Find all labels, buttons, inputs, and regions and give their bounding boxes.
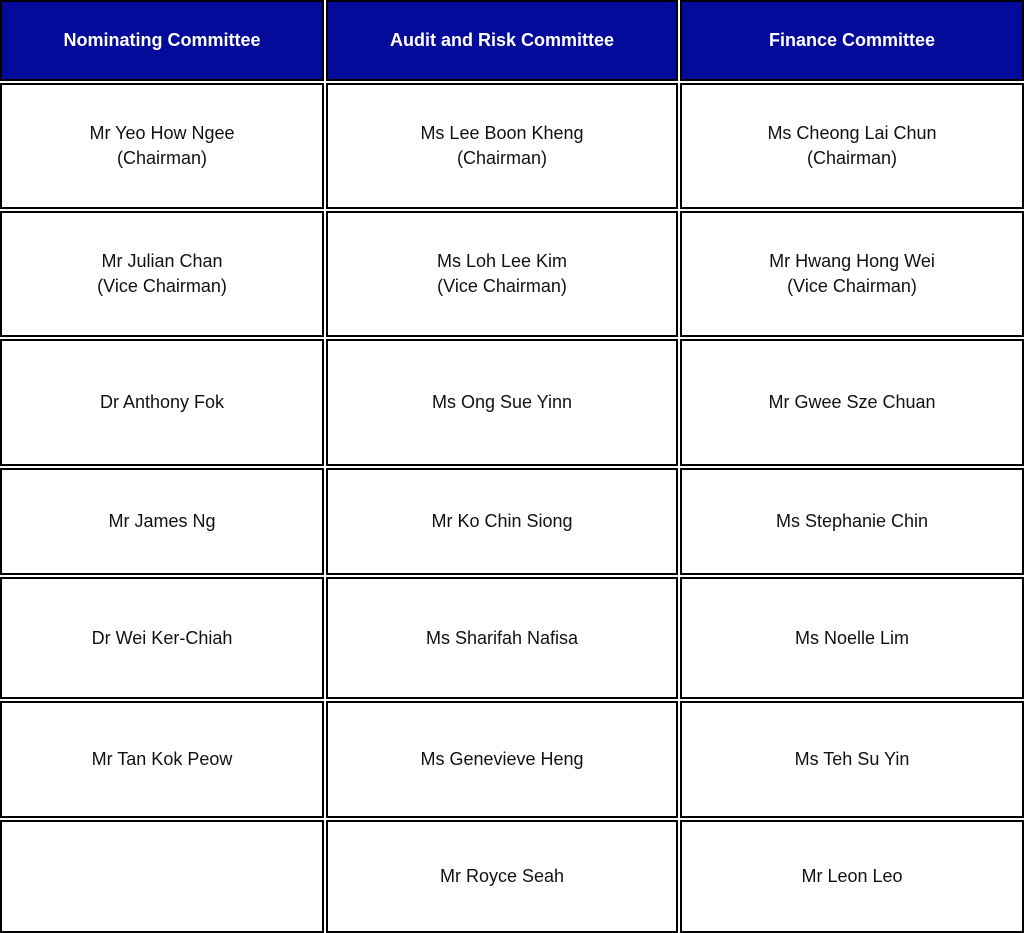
table-cell [0,83,324,209]
table-cell-empty [0,820,324,933]
table-cell [326,701,678,818]
member-name: Mr Hwang Hong Wei [769,251,935,271]
table-cell [0,468,324,575]
member-name: Dr Wei Ker-Chiah [91,627,233,648]
table-cell [326,820,678,933]
table-cell [0,701,324,818]
member-name: Ms Sharifah Nafisa [425,627,579,648]
member-name: Mr Yeo How Ngee [89,123,235,143]
table-cell [0,339,324,466]
member-role: (Vice Chairman) [787,276,917,296]
member-role: (Chairman) [116,148,208,168]
member-name: Ms Teh Su Yin [794,749,910,769]
table-cell [326,577,678,699]
table-cell [680,468,1024,575]
member-name: Ms Stephanie Chin [775,511,929,531]
member-role: (Chairman) [456,148,548,168]
member-role: (Vice Chairman) [97,276,227,296]
table-cell [0,211,324,337]
table-cell [680,577,1024,699]
table-cell [680,820,1024,933]
member-name: Ms Noelle Lim [794,627,910,648]
table-cell [680,83,1024,209]
member-name: Ms Ong Sue Yinn [431,392,573,412]
member-name: Mr Ko Chin Siong [431,511,573,531]
header-finance-committee: Finance Committee [680,0,1024,81]
member-name: Dr Anthony Fok [99,392,225,412]
member-name: Ms Loh Lee Kim [436,251,568,271]
table-cell [326,339,678,466]
member-name: Ms Cheong Lai Chun [767,123,937,143]
table-cell [0,577,324,699]
header-audit-risk-committee: Audit and Risk Committee [326,0,678,81]
table-cell [680,211,1024,337]
table-cell [680,701,1024,818]
member-name: Ms Lee Boon Kheng [420,123,584,143]
member-role: (Vice Chairman) [437,276,567,296]
table-cell [680,339,1024,466]
table-cell [326,83,678,209]
table-cell [326,211,678,337]
table-cell [326,468,678,575]
member-name: Mr Leon Leo [801,866,903,886]
member-name: Mr Tan Kok Peow [91,749,233,769]
member-name: Mr Julian Chan [101,251,223,271]
member-name: Mr Royce Seah [439,866,565,886]
header-nominating-committee: Nominating Committee [0,0,324,81]
member-name: Ms Genevieve Heng [420,749,584,769]
member-role: (Chairman) [806,148,898,168]
member-name: Mr Gwee Sze Chuan [768,392,936,412]
member-name: Mr James Ng [108,511,216,531]
